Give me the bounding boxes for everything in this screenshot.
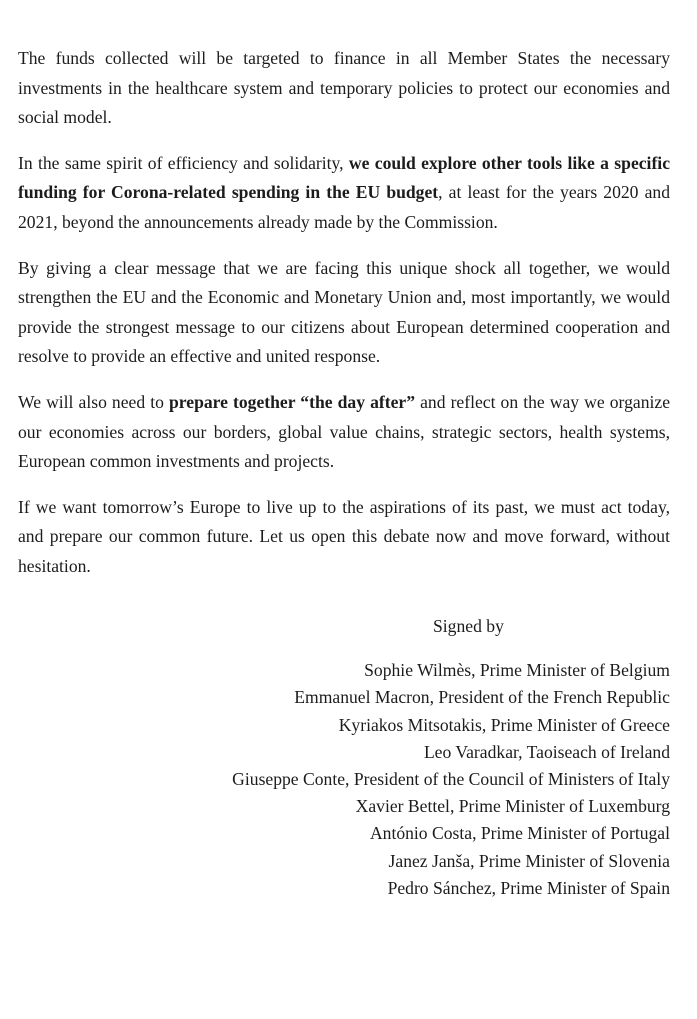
- paragraph-emphasis: we could explore other tools like a specific funding for Corona-related spending in the EU budget: [18, 152, 671, 203]
- paragraph-text: We will also need to: [18, 391, 169, 412]
- signatory-portugal: António Costa, Prime Minister of Portugal: [369, 823, 670, 844]
- signatory-italy: Giuseppe Conte, President of the Council of Ministers of Italy: [232, 768, 670, 789]
- paragraph-emphasis: prepare together “the day after”: [168, 391, 416, 412]
- paragraph-day-after: [18, 388, 670, 477]
- paragraph-clear-message: [18, 254, 670, 372]
- paragraph-funds: [18, 44, 670, 133]
- paragraph-funding-tools: [18, 149, 670, 238]
- paragraph-text: In the same spirit of efficiency and solidarity,: [18, 152, 349, 173]
- paragraph-text: , at least for the years 2020 and 2021, beyond the announcements already made by the Commission.: [18, 182, 670, 232]
- paragraph-text: and reflect on the way we organize our economies across our borders, global value chains, strategic sectors, health systems, European common investments and projects.: [18, 391, 671, 472]
- paragraph-text: By giving a clear message that we are facing this unique shock all together, we would strengthen the EU and the Economic and Monetary Union and, most importantly, we would provide the strongest message to our citizens about European determined cooperation and resolve to provide an effective and united response.: [18, 257, 670, 367]
- signatories-list: [18, 657, 670, 902]
- signatory-france: Emmanuel Macron, President of the French Republic: [294, 687, 670, 708]
- signatory-belgium: Sophie Wilmès, Prime Minister of Belgium: [364, 660, 670, 681]
- letter-page: [18, 44, 670, 902]
- signatory-luxemburg: Xavier Bettel, Prime Minister of Luxemburg: [355, 796, 670, 817]
- paragraph-text: If we want tomorrow’s Europe to live up to the aspirations of its past, we must act today, and prepare our common future. Let us open this debate now and move forward, without hesitation.: [18, 496, 670, 576]
- signatory-ireland: Leo Varadkar, Taoiseach of Ireland: [423, 741, 670, 762]
- signed-by-label: Signed by: [433, 615, 504, 636]
- signatory-spain: Pedro Sánchez, Prime Minister of Spain: [387, 877, 670, 898]
- signatory-greece: Kyriakos Mitsotakis, Prime Minister of Greece: [338, 714, 670, 735]
- paragraph-text: The funds collected will be targeted to finance in all Member States the necessary investments in the healthcare system and temporary policies to protect our economies and social model.: [18, 48, 670, 128]
- paragraph-act-today: [18, 493, 670, 582]
- signatory-slovenia: Janez Janša, Prime Minister of Slovenia: [388, 850, 670, 871]
